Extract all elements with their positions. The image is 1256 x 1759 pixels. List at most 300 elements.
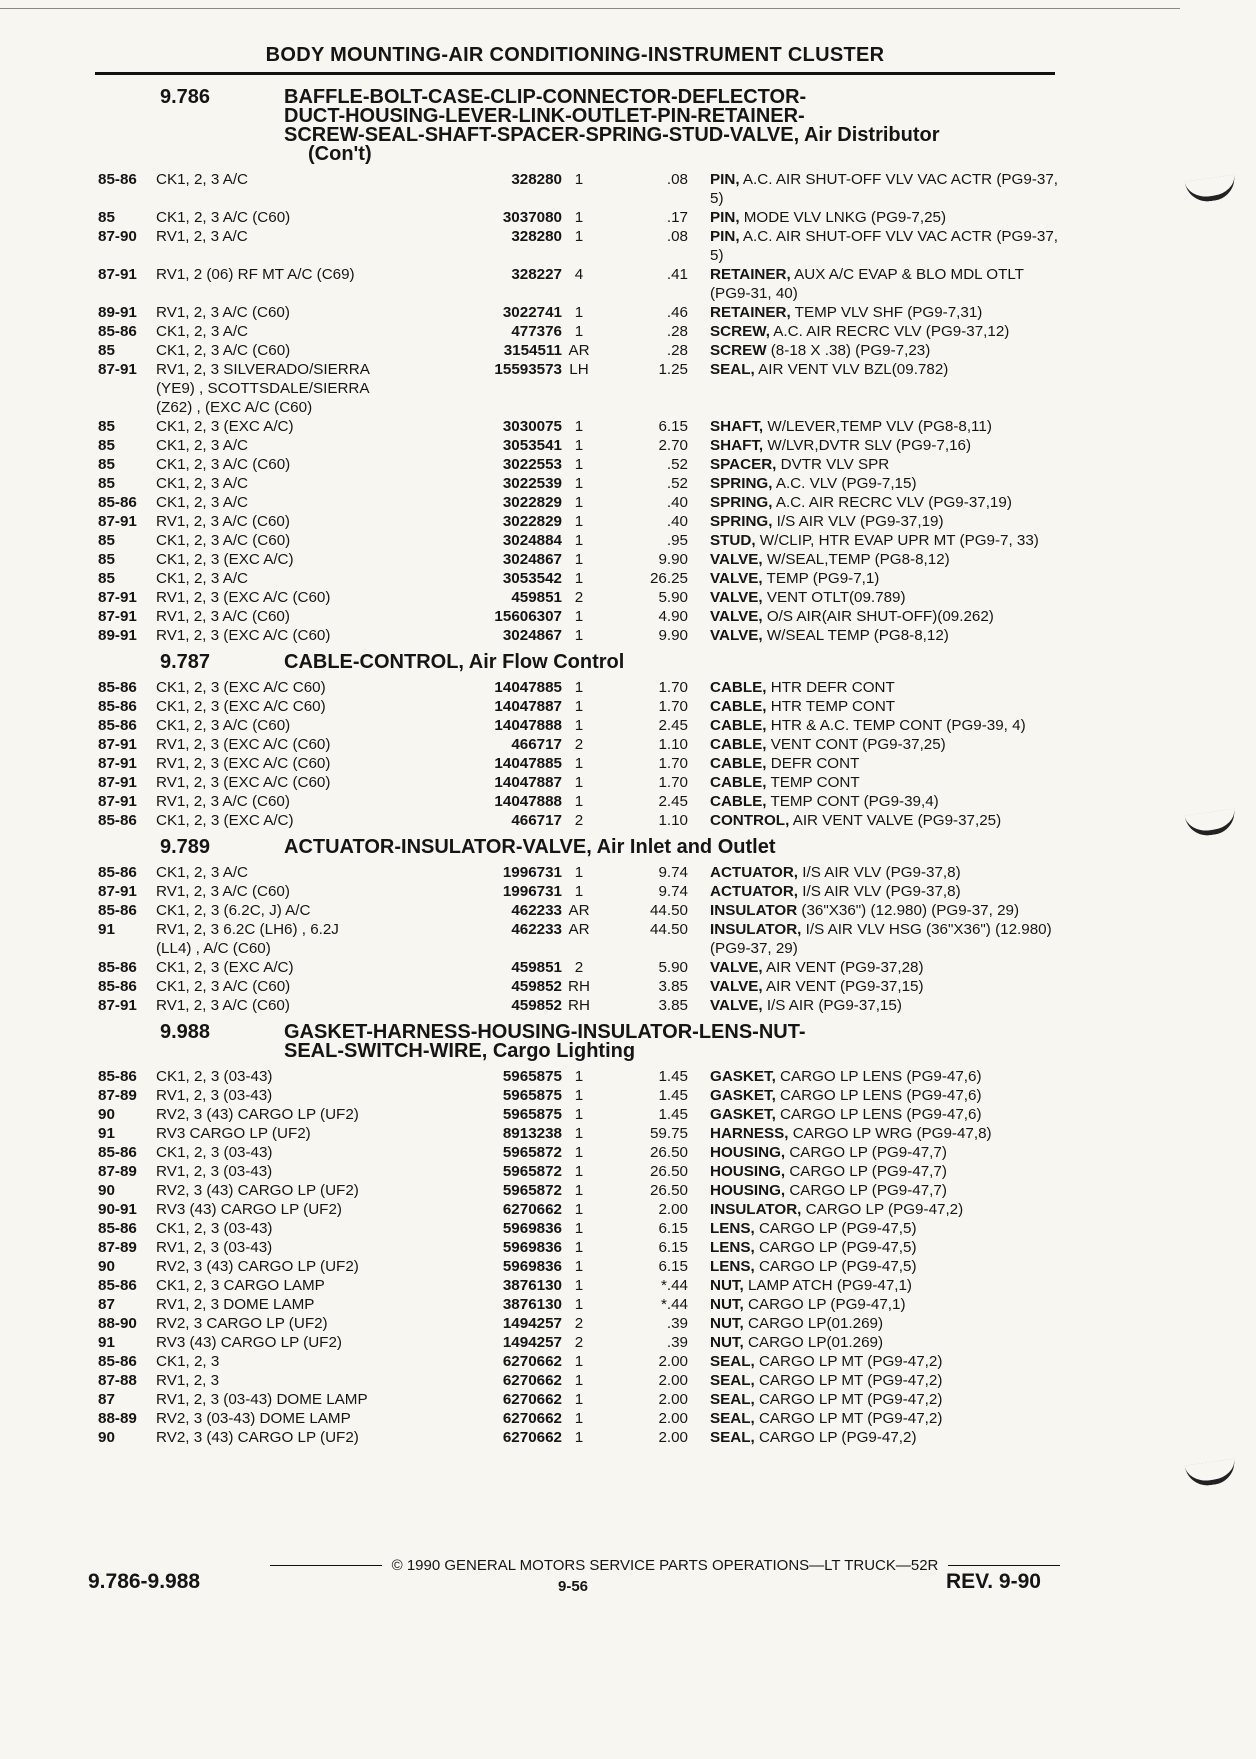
- part-row: [98, 360, 1058, 417]
- quantity: 1: [574, 418, 584, 435]
- description: [688, 588, 1058, 607]
- description-noun: SEAL,: [710, 1410, 755, 1427]
- description-noun: HOUSING,: [710, 1182, 786, 1199]
- part-row: [98, 697, 1058, 716]
- price: 26.50: [649, 1144, 688, 1161]
- section-title: [224, 1023, 1058, 1061]
- application: [156, 901, 456, 920]
- part-row: [98, 1314, 1058, 1333]
- part-number: 5965875: [502, 1068, 562, 1085]
- part-row: [98, 208, 1058, 227]
- part-row: [98, 996, 1058, 1015]
- description-noun: NUT,: [710, 1296, 744, 1313]
- part-number: 462233: [511, 902, 562, 919]
- part-number: 15606307: [494, 608, 562, 625]
- price: 1.10: [658, 736, 688, 753]
- model-years: 85: [98, 209, 115, 226]
- application: [156, 436, 456, 455]
- application-text: CK1, 2, 3 A/C (C60): [156, 209, 291, 226]
- application: [156, 958, 456, 977]
- quantity: 1: [574, 864, 584, 881]
- application: [156, 550, 456, 569]
- quantity: 1: [574, 1106, 584, 1123]
- model-years: 85-86: [98, 959, 137, 976]
- model-years: 88-89: [98, 1410, 137, 1427]
- description: [688, 493, 1058, 512]
- price: 3.85: [658, 978, 688, 995]
- part-number: 328280: [511, 171, 562, 188]
- quantity: AR: [568, 921, 590, 938]
- model-years: 85-86: [98, 698, 137, 715]
- quantity: 1: [574, 1372, 584, 1389]
- description: [688, 996, 1058, 1015]
- quantity: 1: [574, 608, 584, 625]
- quantity: 1: [574, 774, 584, 791]
- part-row: [98, 735, 1058, 754]
- price: 1.25: [658, 361, 688, 378]
- application-text: RV1, 2, 3 (EXC A/C (C60): [156, 627, 331, 644]
- part-number: 477376: [511, 323, 562, 340]
- footer-copyright-line: [270, 1557, 1060, 1574]
- application: [156, 626, 456, 645]
- price: 9.90: [658, 627, 688, 644]
- part-row: [98, 1162, 1058, 1181]
- description-noun: CABLE,: [710, 679, 767, 696]
- quantity: 1: [574, 1429, 584, 1446]
- description: [688, 607, 1058, 626]
- part-row: [98, 678, 1058, 697]
- application-text: RV1, 2, 3 SILVERADO/SIERRA (YE9) , SCOTTSDALE/SIERRA (Z62) , (EXC A/C (C60): [156, 361, 370, 416]
- description-text: I/S AIR VLV (PG9-37,8): [798, 883, 961, 900]
- model-years: 88-90: [98, 1315, 137, 1332]
- description-noun: VALVE,: [710, 997, 763, 1014]
- model-years: 85-86: [98, 1277, 137, 1294]
- application: [156, 792, 456, 811]
- model-years: 87-89: [98, 1163, 137, 1180]
- quantity: 1: [574, 171, 584, 188]
- application-text: RV1, 2, 3 A/C (C60): [156, 513, 290, 530]
- footer-rule-left: [270, 1565, 382, 1566]
- section-title-line: SCREW-SEAL-SHAFT-SPACER-SPRING-STUD-VALVE, Air Distributor: [284, 124, 940, 146]
- description-noun: GASKET,: [710, 1068, 776, 1085]
- application-text: RV3 (43) CARGO LP (UF2): [156, 1201, 342, 1218]
- application-text: CK1, 2, 3 A/C: [156, 864, 249, 881]
- part-row: [98, 1352, 1058, 1371]
- description-text: AIR VENT VALVE (PG9-37,25): [789, 812, 1002, 829]
- quantity: 1: [574, 1391, 584, 1408]
- model-years: 85-86: [98, 1068, 137, 1085]
- price: .08: [666, 171, 688, 188]
- application: [156, 1371, 456, 1390]
- model-years: 85-86: [98, 902, 137, 919]
- part-number: 6270662: [502, 1391, 562, 1408]
- application-text: RV1, 2, 3 (03-43): [156, 1087, 273, 1104]
- description: [688, 920, 1058, 958]
- part-row: [98, 1428, 1058, 1447]
- section-title-line: (Con't): [308, 143, 372, 165]
- description-noun: SPRING,: [710, 475, 773, 492]
- price: 1.70: [658, 755, 688, 772]
- parts-catalog: [98, 80, 1058, 1447]
- description-noun: SPACER,: [710, 456, 777, 473]
- quantity: 1: [574, 1068, 584, 1085]
- quantity: AR: [568, 902, 590, 919]
- application: [156, 977, 456, 996]
- part-row: [98, 227, 1058, 265]
- description-text: CARGO LP(01.269): [743, 1315, 884, 1332]
- part-row: [98, 436, 1058, 455]
- application: [156, 1257, 456, 1276]
- model-years: 87: [98, 1296, 115, 1313]
- part-number: 6270662: [502, 1410, 562, 1427]
- description: [688, 977, 1058, 996]
- description: [688, 208, 1058, 227]
- description-text: I/S AIR VLV (PG9-37,8): [798, 864, 961, 881]
- price: 44.50: [649, 921, 688, 938]
- application-text: RV1, 2, 3 (03-43): [156, 1239, 273, 1256]
- application-text: CK1, 2, 3 A/C: [156, 171, 249, 188]
- part-row: [98, 754, 1058, 773]
- application: [156, 1333, 456, 1352]
- description-text: VENT CONT (PG9-37,25): [766, 736, 946, 753]
- binder-hole-mark: [1185, 809, 1238, 839]
- model-years: 85: [98, 475, 115, 492]
- application-text: CK1, 2, 3: [156, 1353, 220, 1370]
- description-noun: VALVE,: [710, 978, 763, 995]
- price: 6.15: [658, 418, 688, 435]
- description-noun: PIN,: [710, 228, 740, 245]
- description-text: AIR VENT (PG9-37,15): [762, 978, 924, 995]
- price: 5.90: [658, 959, 688, 976]
- model-years: 85-86: [98, 171, 137, 188]
- description-text: O/S AIR(AIR SHUT-OFF)(09.262): [762, 608, 994, 625]
- description-noun: VALVE,: [710, 570, 763, 587]
- application: [156, 716, 456, 735]
- part-number: 3876130: [502, 1277, 562, 1294]
- part-row: [98, 170, 1058, 208]
- description-text: A.C. AIR SHUT-OFF VLV VAC ACTR (PG9-37, 5): [710, 171, 1058, 207]
- description: [688, 265, 1058, 303]
- description: [688, 1371, 1058, 1390]
- price: 9.74: [658, 864, 688, 881]
- quantity: 2: [574, 812, 584, 829]
- description-noun: SCREW: [710, 342, 767, 359]
- model-years: 90-91: [98, 1201, 137, 1218]
- model-years: 87-89: [98, 1087, 137, 1104]
- application-text: CK1, 2, 3 A/C (C60): [156, 978, 291, 995]
- application-text: CK1, 2, 3 (EXC A/C): [156, 812, 294, 829]
- catalog-section: [98, 838, 1058, 1015]
- part-row: [98, 417, 1058, 436]
- part-number: 1494257: [502, 1334, 562, 1351]
- model-years: 85-86: [98, 864, 137, 881]
- quantity: 1: [574, 1220, 584, 1237]
- description-text: CARGO LP (PG9-47,7): [785, 1163, 947, 1180]
- part-number: 3024867: [502, 551, 562, 568]
- part-row: [98, 1219, 1058, 1238]
- quantity: 1: [574, 551, 584, 568]
- application: [156, 512, 456, 531]
- section-title-line: ACTUATOR-INSULATOR-VALVE, Air Inlet and Outlet: [284, 836, 776, 858]
- description-text: TEMP CONT: [766, 774, 860, 791]
- application: [156, 1086, 456, 1105]
- application-text: RV1, 2, 3 A/C (C60): [156, 883, 290, 900]
- quantity: 1: [574, 1258, 584, 1275]
- part-row: [98, 863, 1058, 882]
- model-years: 90: [98, 1429, 115, 1446]
- footer-revision: REV. 9-90: [946, 1570, 1041, 1593]
- description: [688, 436, 1058, 455]
- description-noun: NUT,: [710, 1315, 744, 1332]
- description: [688, 1352, 1058, 1371]
- description-noun: CABLE,: [710, 774, 767, 791]
- description-text: CARGO LP MT (PG9-47,2): [754, 1391, 943, 1408]
- description-noun: SHAFT,: [710, 418, 764, 435]
- description: [688, 1238, 1058, 1257]
- part-row: [98, 977, 1058, 996]
- quantity: RH: [568, 997, 590, 1014]
- description-text: W/CLIP, HTR EVAP UPR MT (PG9-7, 33): [755, 532, 1039, 549]
- application-text: RV1, 2, 3 A/C (C60): [156, 793, 290, 810]
- section-title: [224, 653, 1058, 672]
- part-number: 3022553: [502, 456, 562, 473]
- description-text: W/LVR,DVTR SLV (PG9-7,16): [763, 437, 972, 454]
- price: 1.70: [658, 774, 688, 791]
- section-number: 9.789: [160, 836, 211, 858]
- description: [688, 303, 1058, 322]
- footer-page-number: 9-56: [558, 1578, 589, 1595]
- description: [688, 716, 1058, 735]
- part-number: 14047885: [494, 755, 562, 772]
- section-title-line: SEAL-SWITCH-WIRE, Cargo Lighting: [284, 1040, 636, 1062]
- description-text: AUX A/C EVAP & BLO MDL OTLT (PG9-31, 40): [710, 266, 1024, 302]
- application: [156, 996, 456, 1015]
- description: [688, 697, 1058, 716]
- description-text: CARGO LP (PG9-47,7): [785, 1182, 947, 1199]
- quantity: 1: [574, 755, 584, 772]
- section-title: [224, 88, 1058, 164]
- price: 2.00: [658, 1372, 688, 1389]
- description-text: TEMP CONT (PG9-39,4): [766, 793, 939, 810]
- part-row: [98, 1200, 1058, 1219]
- description-noun: NUT,: [710, 1277, 744, 1294]
- part-number: 15593573: [494, 361, 562, 378]
- part-number: 14047888: [494, 793, 562, 810]
- part-number: 5969836: [502, 1239, 562, 1256]
- description: [688, 170, 1058, 208]
- part-row: [98, 1124, 1058, 1143]
- application: [156, 493, 456, 512]
- description-noun: VALVE,: [710, 551, 763, 568]
- part-row: [98, 882, 1058, 901]
- application: [156, 531, 456, 550]
- description: [688, 1143, 1058, 1162]
- description-text: CARGO LP(01.269): [743, 1334, 884, 1351]
- application: [156, 170, 456, 189]
- application-text: RV1, 2, 3 6.2C (LH6) , 6.2J (LL4) , A/C (C60): [156, 921, 339, 957]
- description-noun: CABLE,: [710, 755, 767, 772]
- application: [156, 1238, 456, 1257]
- part-row: [98, 1181, 1058, 1200]
- application: [156, 417, 456, 436]
- price: 2.00: [658, 1391, 688, 1408]
- price: 2.00: [658, 1353, 688, 1370]
- description-noun: CABLE,: [710, 793, 767, 810]
- quantity: 1: [574, 1087, 584, 1104]
- description-noun: HOUSING,: [710, 1144, 786, 1161]
- quantity: AR: [568, 342, 590, 359]
- part-number: 5965875: [502, 1106, 562, 1123]
- quantity: 1: [574, 323, 584, 340]
- description: [688, 1105, 1058, 1124]
- description-text: I/S AIR (PG9-37,15): [762, 997, 902, 1014]
- description-noun: PIN,: [710, 171, 740, 188]
- part-number: 3022741: [502, 304, 562, 321]
- model-years: 85: [98, 456, 115, 473]
- description-text: VENT OTLT(09.789): [762, 589, 906, 606]
- part-row: [98, 773, 1058, 792]
- quantity: 1: [574, 883, 584, 900]
- description: [688, 773, 1058, 792]
- application: [156, 474, 456, 493]
- model-years: 85-86: [98, 978, 137, 995]
- price: 1.45: [658, 1087, 688, 1104]
- application: [156, 1162, 456, 1181]
- application: [156, 341, 456, 360]
- application-text: RV1, 2, 3 A/C (C60): [156, 304, 290, 321]
- description-text: CARGO LP MT (PG9-47,2): [754, 1410, 943, 1427]
- price: 1.70: [658, 698, 688, 715]
- price: 4.90: [658, 608, 688, 625]
- quantity: 2: [574, 959, 584, 976]
- description-text: I/S AIR VLV (PG9-37,19): [772, 513, 944, 530]
- application-text: RV2, 3 CARGO LP (UF2): [156, 1315, 328, 1332]
- section-heading: [98, 1023, 1058, 1061]
- quantity: 2: [574, 1315, 584, 1332]
- description-text: CARGO LP (PG9-47,1): [743, 1296, 906, 1313]
- quantity: 4: [574, 266, 584, 283]
- application: [156, 735, 456, 754]
- description: [688, 811, 1058, 830]
- application: [156, 1409, 456, 1428]
- description: [688, 1409, 1058, 1428]
- price: 1.70: [658, 679, 688, 696]
- price: 2.00: [658, 1429, 688, 1446]
- model-years: 87-91: [98, 608, 137, 625]
- application: [156, 588, 456, 607]
- quantity: 1: [574, 679, 584, 696]
- description: [688, 569, 1058, 588]
- part-number: 5965872: [502, 1144, 562, 1161]
- description: [688, 1276, 1058, 1295]
- part-row: [98, 901, 1058, 920]
- quantity: 1: [574, 494, 584, 511]
- part-row: [98, 588, 1058, 607]
- quantity: 1: [574, 1296, 584, 1313]
- application-text: CK1, 2, 3 A/C (C60): [156, 456, 291, 473]
- description-noun: SHAFT,: [710, 437, 764, 454]
- description-text: AIR VENT (PG9-37,28): [762, 959, 924, 976]
- description: [688, 1067, 1058, 1086]
- part-number: 1494257: [502, 1315, 562, 1332]
- part-number: 5969836: [502, 1220, 562, 1237]
- part-number: 459851: [511, 589, 562, 606]
- quantity: 1: [574, 209, 584, 226]
- price: .41: [666, 266, 688, 283]
- part-number: 6270662: [502, 1201, 562, 1218]
- description: [688, 1200, 1058, 1219]
- application: [156, 1219, 456, 1238]
- model-years: 87-91: [98, 361, 137, 378]
- part-row: [98, 322, 1058, 341]
- part-number: 3024867: [502, 627, 562, 644]
- model-years: 87-91: [98, 997, 137, 1014]
- quantity: 1: [574, 1144, 584, 1161]
- quantity: 2: [574, 1334, 584, 1351]
- application-text: RV1, 2, 3 (EXC A/C (C60): [156, 589, 331, 606]
- price: 6.15: [658, 1220, 688, 1237]
- description-text: MODE VLV LNKG (PG9-7,25): [739, 209, 947, 226]
- binder-hole-mark: [1185, 1459, 1238, 1489]
- model-years: 85: [98, 342, 115, 359]
- description-noun: SEAL,: [710, 1372, 755, 1389]
- application-text: CK1, 2, 3 (EXC A/C): [156, 551, 294, 568]
- description: [688, 1124, 1058, 1143]
- price: 9.90: [658, 551, 688, 568]
- part-number: 6270662: [502, 1353, 562, 1370]
- application-text: CK1, 2, 3 (EXC A/C): [156, 959, 294, 976]
- application-text: RV1, 2, 3 (03-43): [156, 1163, 273, 1180]
- description-noun: LENS,: [710, 1220, 755, 1237]
- application-text: CK1, 2, 3 A/C: [156, 323, 249, 340]
- price: .40: [666, 494, 688, 511]
- description-text: CARGO LP (PG9-47,7): [785, 1144, 947, 1161]
- application: [156, 265, 456, 284]
- quantity: 1: [574, 1277, 584, 1294]
- model-years: 87-91: [98, 266, 137, 283]
- application: [156, 1124, 456, 1143]
- part-number: 3022829: [502, 494, 562, 511]
- quantity: 1: [574, 717, 584, 734]
- description-noun: VALVE,: [710, 608, 763, 625]
- footer-copyright: © 1990 GENERAL MOTORS SERVICE PARTS OPERATIONS—LT TRUCK—52R: [391, 1557, 939, 1574]
- description-text: W/LEVER,TEMP VLV (PG8-8,11): [763, 418, 992, 435]
- part-number: 3024884: [502, 532, 562, 549]
- description-noun: HOUSING,: [710, 1163, 786, 1180]
- quantity: 1: [574, 437, 584, 454]
- description: [688, 901, 1058, 920]
- quantity: 1: [574, 698, 584, 715]
- price: .08: [666, 228, 688, 245]
- description-text: A.C. AIR SHUT-OFF VLV VAC ACTR (PG9-37, 5): [710, 228, 1058, 264]
- application-text: RV1, 2, 3 (03-43) DOME LAMP: [156, 1391, 368, 1408]
- description: [688, 1295, 1058, 1314]
- description-text: DVTR VLV SPR: [776, 456, 890, 473]
- model-years: 91: [98, 1125, 115, 1142]
- application-text: CK1, 2, 3 (03-43): [156, 1144, 273, 1161]
- model-years: 90: [98, 1258, 115, 1275]
- description-noun: PIN,: [710, 209, 740, 226]
- description: [688, 531, 1058, 550]
- quantity: 1: [574, 1353, 584, 1370]
- part-row: [98, 958, 1058, 977]
- header-rule: [95, 72, 1055, 75]
- price: *.44: [660, 1296, 688, 1313]
- price: 26.50: [649, 1182, 688, 1199]
- section-title-line: GASKET-HARNESS-HOUSING-INSULATOR-LENS-NUT-: [284, 1021, 806, 1043]
- model-years: 85-86: [98, 1144, 137, 1161]
- application: [156, 303, 456, 322]
